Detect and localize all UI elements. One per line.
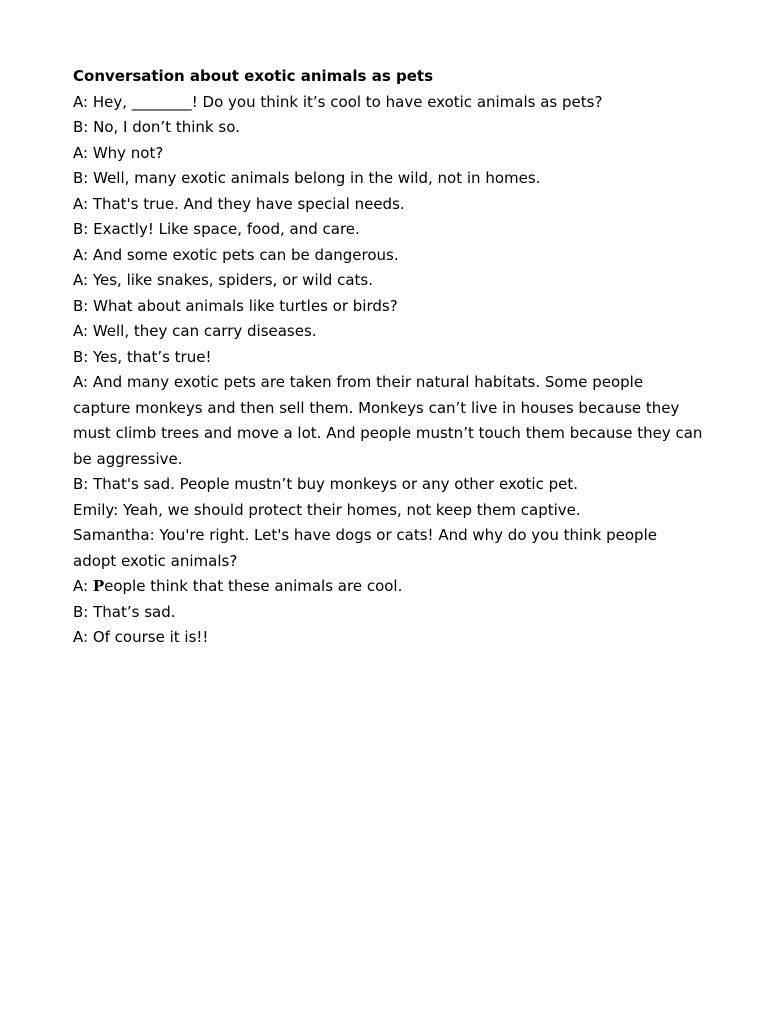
dialogue-line: A: Well, they can carry diseases. (73, 322, 317, 340)
dialogue-line: B: That's sad. People mustn’t buy monkeys or any other exotic pet. (73, 475, 578, 493)
bold-initial-letter: P (92, 577, 105, 595)
document-page (73, 64, 703, 651)
document-title: Conversation about exotic animals as pets (73, 67, 433, 85)
dialogue-line: B: No, I don’t think so. (73, 118, 240, 136)
line-rest: eople think that these animals are cool. (104, 577, 403, 595)
dialogue-line: A: Hey, ________! Do you think it’s cool to have exotic animals as pets? (73, 92, 603, 111)
dialogue-line: B: What about animals like turtles or birds? (73, 296, 398, 315)
dialogue-line: A: And some exotic pets can be dangerous. (73, 245, 399, 264)
dialogue-line-bold-initial (73, 574, 703, 600)
dialogue-line: B: Well, many exotic animals belong in the wild, not in homes. (73, 169, 541, 187)
dialogue-paragraph: Samantha: You're right. Let's have dogs or cats! And why do you think people adopt exotic animals? (73, 526, 657, 570)
speaker-prefix: A: (73, 577, 93, 595)
dialogue-line: A: That's true. And they have special needs. (73, 194, 405, 213)
dialogue-line: A: Of course it is!! (73, 628, 209, 646)
dialogue-line: A: Why not? (73, 143, 164, 162)
dialogue-line: B: Yes, that’s true! (73, 347, 212, 366)
dialogue-line: A: Yes, like snakes, spiders, or wild cats. (73, 271, 373, 289)
dialogue-paragraph: A: And many exotic pets are taken from their natural habitats. Some people capture monkeys and then sell them. Monkeys can’t live in houses because they must climb trees and move a lot. And people mustn’t touch them because they can be aggressive. (73, 373, 703, 468)
dialogue-line: Emily: Yeah, we should protect their homes, not keep them captive. (73, 500, 581, 519)
dialogue-line: B: Exactly! Like space, food, and care. (73, 220, 360, 238)
dialogue-line: B: That’s sad. (73, 602, 176, 621)
